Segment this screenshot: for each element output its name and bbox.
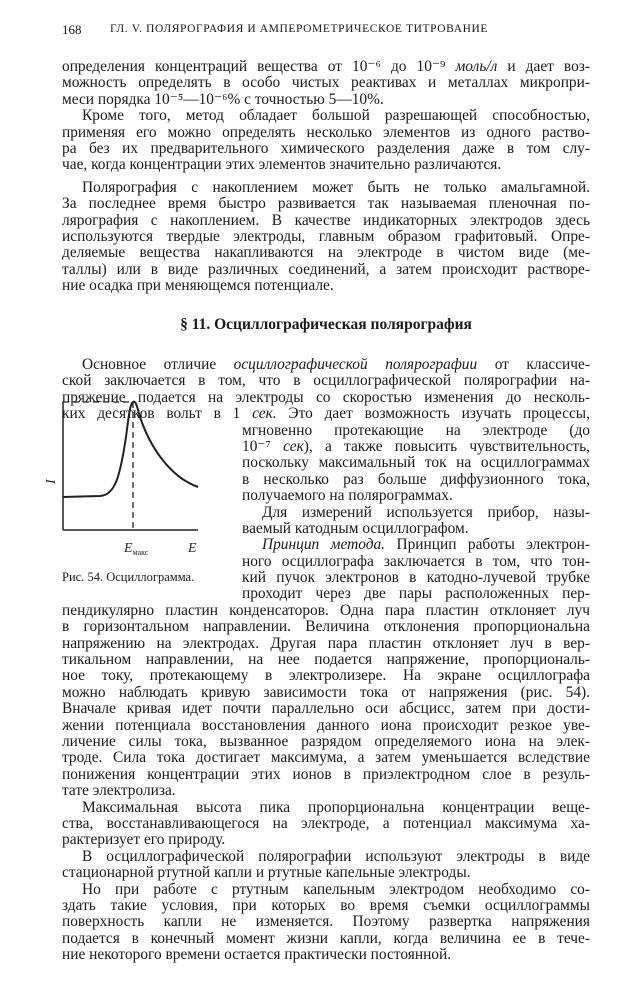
text-run: Основное отличие	[82, 356, 234, 373]
text-line	[242, 423, 590, 439]
text-line	[62, 898, 590, 914]
text-run: Для измерений используется прибор, назы-	[262, 503, 590, 521]
text-line	[242, 488, 590, 504]
text-line	[62, 213, 590, 229]
text-block-top	[62, 59, 590, 294]
text-run: Кроме того, метод обладает большой разрешающей способностью,	[82, 107, 590, 125]
text-run: ской заключается в том, что в осциллографической полярографии на-	[62, 372, 590, 390]
italic-text: сек.	[252, 405, 277, 423]
text-run: ра без их предварительного химического разделения даже в том слу-	[62, 139, 590, 157]
text-run: используются твердые электроды, главным образом графитовый. Опре-	[62, 227, 590, 245]
text-line	[62, 832, 590, 848]
text-run: В осциллографической полярографии используют электроды в виде	[82, 847, 590, 865]
text-line	[62, 865, 590, 881]
text-line	[62, 914, 590, 930]
text-run: ние осадка при меняющемся потенциале.	[62, 277, 334, 295]
text-line	[62, 245, 590, 261]
text-line	[62, 196, 590, 212]
italic-text: Принцип метода.	[262, 536, 386, 554]
text-run: ваемый катодным осциллографом.	[242, 519, 469, 537]
text-run: Максимальная высота пика пропорциональна концентрации веще-	[82, 798, 590, 816]
text-line	[62, 816, 590, 832]
text-line	[62, 718, 590, 734]
text-line	[62, 92, 590, 108]
text-line	[242, 505, 590, 521]
text-line	[62, 668, 590, 684]
text-run: жении потенциала восстановления данного иона происходит резкое уве-	[62, 716, 590, 734]
text-run: определения концентраций вещества от 10⁻⁶ до 10⁻⁹	[62, 58, 456, 75]
figure-caption: Рис. 54. Осциллограмма.	[62, 570, 195, 584]
text-run: пряжение подается на электроды со скоростью изменения до несколь-	[62, 388, 590, 406]
text-run: меси порядка 10⁻⁵—10⁻⁶% с точностью 5—10%.	[62, 90, 384, 108]
text-line	[62, 652, 590, 668]
paragraph	[62, 108, 590, 174]
text-line	[242, 455, 590, 471]
text-run: ), а также повысить чувствительность,	[303, 437, 590, 455]
text-line	[242, 472, 590, 488]
text-run: Вначале кривая идет почти параллельно оси абсцисс, затем при дости-	[62, 700, 590, 718]
paragraph	[62, 800, 590, 849]
italic-text: моль/л	[455, 58, 498, 75]
text-line	[62, 636, 590, 652]
text-line	[62, 619, 590, 635]
text-line	[62, 180, 590, 196]
text-line	[242, 439, 590, 455]
text-line	[62, 59, 590, 75]
text-line	[62, 685, 590, 701]
text-run: деляемые вещества накапливаются на электроде в чистом виде (ме-	[62, 244, 590, 262]
text-run: поверхность капли не изменяется. Поэтому развертка напряжения	[62, 913, 590, 931]
text-line	[62, 800, 590, 816]
text-line	[62, 750, 590, 766]
text-run: ное току, протекающему в электролизере. На экране осциллографа	[62, 667, 590, 685]
text-run: получаемого на полярограммах.	[242, 487, 453, 505]
text-run: подается в конечный момент жизни капли, когда величина ее в тече-	[62, 929, 590, 947]
text-run: можно наблюдать кривую зависимости тока от напряжения (рис. 54).	[62, 683, 590, 701]
text-run: в несколько раз больше диффузионного тока,	[242, 470, 590, 488]
text-run: можность определять в особо чистых реактивах и металлах микропри-	[62, 74, 590, 92]
current-curve	[63, 402, 198, 497]
text-line	[62, 141, 590, 157]
text-run: 10⁻⁷	[242, 437, 284, 455]
text-run: от классиче-	[477, 356, 590, 373]
italic-text: осциллографической полярографии	[233, 356, 478, 373]
text-run: ких десятков вольт в 1	[62, 405, 253, 423]
text-run: тате электролиза.	[62, 782, 176, 800]
running-title: ГЛ. V. ПОЛЯРОГРАФИЯ И АМПЕРОМЕТРИЧЕСКОЕ ТИТРОВАНИЕ	[110, 23, 489, 35]
text-run: Но при работе с ртутным капельным электродом необходимо со-	[82, 880, 590, 898]
text-run: напряжению на электродах. Другая пара пластин отклоняет луч в вер-	[62, 634, 590, 652]
text-run: поскольку максимальный ток на осциллограммах	[242, 454, 590, 472]
text-run: Полярография с накоплением может быть не только амальгамной.	[82, 178, 590, 196]
text-line	[242, 570, 590, 586]
text-run: проходит через две пары расположенных пер-	[242, 585, 590, 603]
text-line	[62, 767, 590, 783]
text-line	[62, 603, 590, 619]
text-line	[242, 554, 590, 570]
text-line	[62, 125, 590, 141]
text-line	[62, 357, 590, 373]
text-run: ние некоторого времени остается практически постоянной.	[62, 946, 452, 964]
text-line	[62, 278, 590, 294]
text-run: ства, восстанавливающегося на электроде, а потенциал максимума ха-	[62, 814, 590, 832]
text-line	[242, 586, 590, 602]
running-header	[62, 22, 590, 40]
oscillogram-plot	[40, 392, 230, 572]
text-run: рактеризует его природу.	[62, 831, 226, 849]
text-line	[62, 157, 590, 173]
text-line	[62, 373, 590, 389]
text-line	[62, 783, 590, 799]
text-run: таллы) или в виде различных соединений, а затем происходит растворе-	[62, 260, 590, 278]
text-line	[62, 849, 590, 865]
paragraph	[62, 180, 590, 295]
text-run: кий пучок электронов в катодно-лучевой трубке	[242, 569, 590, 587]
text-run: Принцип работы электрон-	[385, 536, 590, 554]
text-line	[242, 537, 590, 553]
x-axis-label: E	[188, 541, 197, 556]
text-run: лярография с накоплением. В качестве индикаторных электродов здесь	[62, 211, 590, 229]
page-number: 168	[62, 22, 82, 37]
text-run: мгновенно протекающие на электроде (до	[242, 421, 590, 439]
text-run: применяя его можно определять несколько элементов из одного раство-	[62, 123, 590, 141]
text-run: тикальном направлении, на нее подается напряжение, пропорциональ-	[62, 651, 590, 669]
text-line	[62, 947, 590, 963]
text-line	[62, 229, 590, 245]
text-run: пендикулярно пластин конденсаторов. Одна пара пластин отклоняет луч	[62, 601, 590, 619]
text-run: Это дает возможность изучать процессы,	[276, 405, 590, 423]
text-line	[62, 108, 590, 124]
paragraph	[62, 849, 590, 882]
text-run: понижения концентрации этих ионов в приэлектродном слое в резуль-	[62, 765, 590, 783]
paragraph	[62, 59, 590, 108]
text-line	[62, 262, 590, 278]
text-line	[62, 882, 590, 898]
y-axis-label: I	[44, 479, 59, 484]
text-line	[62, 701, 590, 717]
text-run: личение силы тока, вызванное разрядом определяемого иона на элек-	[62, 732, 590, 750]
text-run: и дает воз-	[497, 58, 590, 75]
section-heading: § 11. Осциллографическая полярография	[180, 316, 472, 333]
text-run: стационарной ртутной капли и ртутные капельные электроды.	[62, 864, 471, 882]
emax-label: $E_{макс}$	[124, 541, 149, 557]
paragraph	[62, 882, 590, 964]
text-line	[62, 931, 590, 947]
text-run: здать такие условия, при которых во время съемки осциллограммы	[62, 896, 590, 914]
figure-oscillogram	[40, 392, 230, 592]
text-line	[242, 521, 590, 537]
text-run: ного осциллографа заключается в том, что тон-	[242, 552, 590, 570]
italic-text: сек	[283, 437, 304, 455]
text-line	[62, 734, 590, 750]
text-run: в горизонтальном направлении. Величина отклонения пропорциональна	[62, 618, 590, 636]
text-run: троде. Сила тока достигает максимума, а затем уменьшается вследствие	[62, 749, 590, 767]
text-line	[62, 75, 590, 91]
text-run: За последнее время быстро развивается так называемая пленочная по-	[62, 195, 590, 213]
text-run: чае, когда концентрации этих элементов значительно различаются.	[62, 156, 502, 174]
